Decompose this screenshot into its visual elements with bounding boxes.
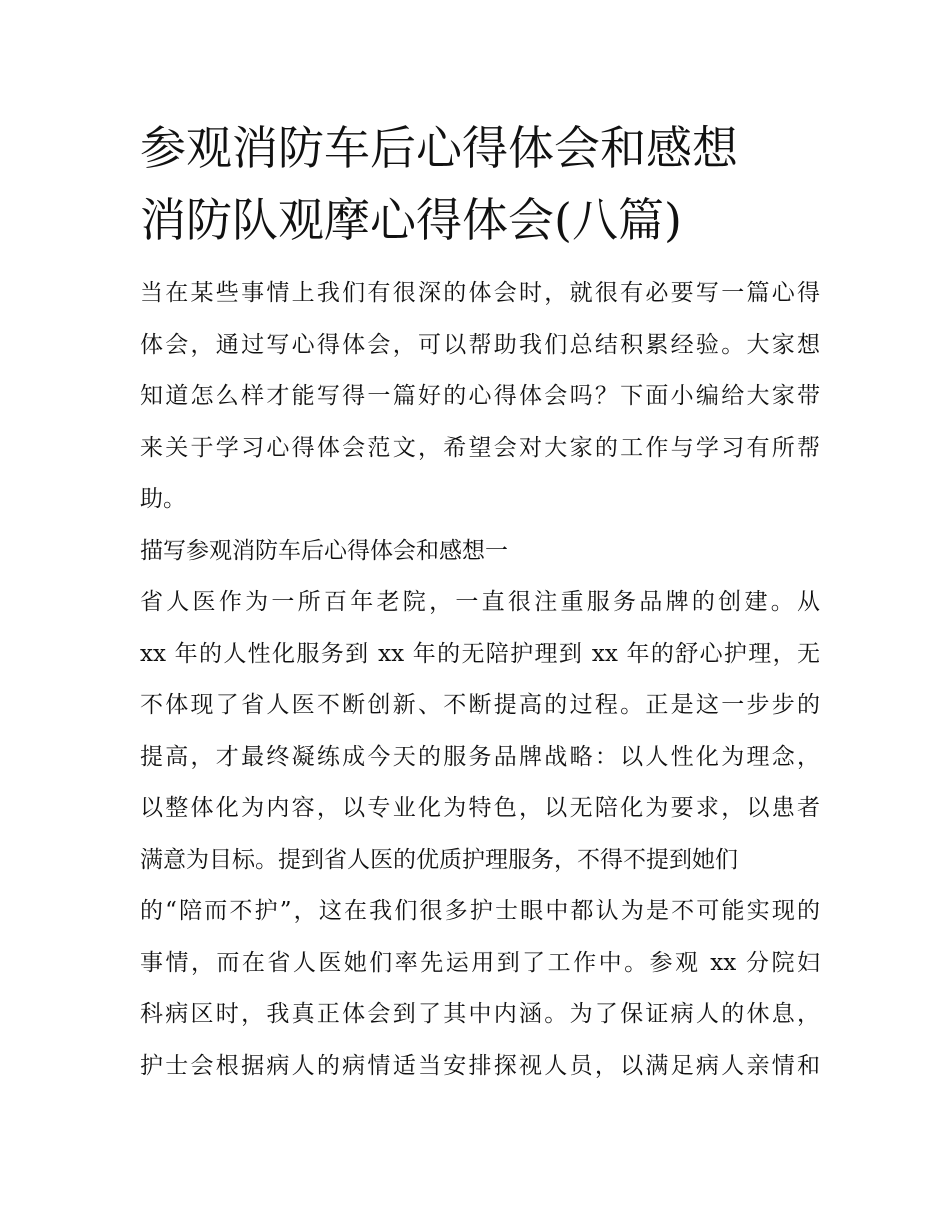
- section-heading-block: [140, 526, 820, 578]
- intro-line: 当在某些事情上我们有很深的体会时，就很有必要写一篇心得: [140, 280, 820, 306]
- intro-paragraph: [140, 268, 820, 526]
- intro-line: 体会，通过写心得体会，可以帮助我们总结积累经验。大家想: [140, 331, 820, 358]
- intro-line: 来关于学习心得体会范文，希望会对大家的工作与学习有所帮: [140, 434, 820, 461]
- body-line: 以整体化为内容，以专业化为特色，以无陪化为要求，以患者: [140, 795, 820, 821]
- body-line: 护士会根据病人的病情适当安排探视人员，以满足病人亲情和: [140, 1052, 820, 1079]
- document-title: [140, 112, 820, 256]
- intro-line: 知道怎么样才能写得一篇好的心得体会吗？下面小编给大家带: [140, 383, 820, 409]
- title-line-1: 参观消防车后心得体会和感想: [140, 121, 738, 175]
- body-line: 提高，才最终凝练成今天的服务品牌战略：以人性化为理念，: [140, 743, 820, 770]
- body-line: 省人医作为一所百年老院，一直很注重服务品牌的创建。从: [140, 589, 820, 615]
- section-heading: 描写参观消防车后心得体会和感想一: [140, 537, 508, 564]
- body-line: 满意为目标。提到省人医的优质护理服务，不得不提到她们: [140, 846, 738, 873]
- title-line-2: 消防队观摩心得体会(八篇): [140, 193, 682, 247]
- body-line: 科病区时，我真正体会到了其中内涵。为了保证病人的休息，: [140, 1001, 820, 1027]
- body-line: xx 年的人性化服务到 xx 年的无陪护理到 xx 年的舒心护理，无: [140, 640, 820, 667]
- body-line: 的“陪而不护”，这在我们很多护士眼中都认为是不可能实现的: [140, 898, 820, 924]
- body-paragraph: [140, 577, 820, 1092]
- intro-line: 助。: [140, 486, 186, 512]
- document-page: [140, 112, 820, 1092]
- body-line: 事情，而在省人医她们率先运用到了工作中。参观 xx 分院妇: [140, 949, 820, 976]
- body-line: 不体现了省人医不断创新、不断提高的过程。正是这一步步的: [140, 692, 820, 718]
